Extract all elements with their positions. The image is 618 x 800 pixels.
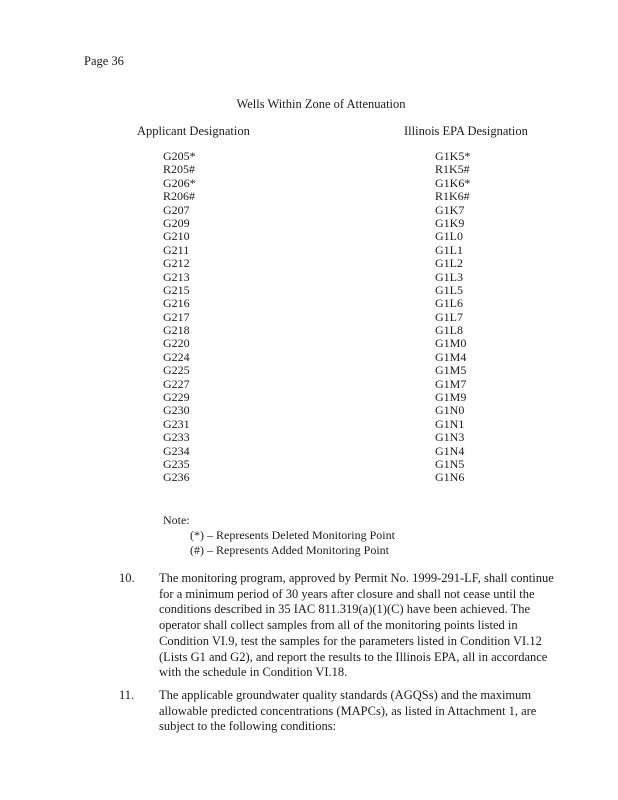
epa-designation-cell: G1L7	[435, 309, 463, 324]
table-row	[0, 190, 618, 203]
applicant-designation-cell: G213	[163, 269, 190, 284]
epa-designation-cell: G1M5	[435, 363, 467, 378]
paragraph-text: The applicable groundwater quality standards (AGQSs) and the maximum allowable predicted concentrations (MAPCs), as listed in Attachment 1, are subject to the following conditions:	[159, 688, 537, 734]
applicant-designation-cell: G229	[163, 390, 190, 405]
epa-designation-cell: G1N1	[435, 416, 465, 431]
epa-designation-cell: G1N3	[435, 430, 465, 445]
applicant-designation-cell: R205#	[163, 162, 196, 177]
epa-designation-cell: G1L2	[435, 256, 463, 271]
table-row	[0, 337, 618, 350]
epa-designation-cell: G1N0	[435, 403, 465, 418]
applicant-designation-cell: G215	[163, 282, 190, 297]
note-item-deleted: (*) – Represents Deleted Monitoring Point	[190, 528, 395, 542]
epa-designation-cell: G1K7	[435, 202, 465, 217]
table-row	[0, 311, 618, 324]
epa-designation-cell: G1N5	[435, 456, 465, 471]
column-header-epa: Illinois EPA Designation	[404, 124, 528, 138]
table-row	[0, 230, 618, 243]
epa-designation-cell: G1L3	[435, 269, 463, 284]
table-row	[0, 364, 618, 377]
table-row	[0, 257, 618, 270]
epa-designation-cell: G1M0	[435, 336, 467, 351]
epa-designation-cell: G1N6	[435, 470, 465, 485]
applicant-designation-cell: G211	[163, 242, 190, 257]
table-row	[0, 431, 618, 444]
table-row	[0, 351, 618, 364]
applicant-designation-cell: G225	[163, 363, 190, 378]
epa-designation-cell: G1N4	[435, 443, 465, 458]
table-row	[0, 471, 618, 484]
table-row	[0, 244, 618, 257]
applicant-designation-cell: G220	[163, 336, 190, 351]
table-row	[0, 150, 618, 163]
paragraph-number: 11.	[119, 688, 135, 702]
applicant-designation-cell: G233	[163, 430, 190, 445]
epa-designation-cell: G1L1	[435, 242, 463, 257]
page-number: Page 36	[84, 54, 124, 68]
note-block	[163, 513, 395, 558]
table-row	[0, 378, 618, 391]
applicant-designation-cell: G224	[163, 349, 190, 364]
applicant-designation-cell: G218	[163, 323, 190, 338]
epa-designation-cell: G1K5*	[435, 149, 471, 163]
applicant-designation-cell: R206#	[163, 189, 196, 204]
applicant-designation-cell: G206*	[163, 175, 196, 190]
section-title: Wells Within Zone of Attenuation	[236, 97, 406, 111]
applicant-designation-cell: G210	[163, 229, 190, 244]
epa-designation-cell: G1K6*	[435, 175, 471, 190]
epa-designation-cell: G1L8	[435, 323, 463, 338]
epa-designation-cell: R1K6#	[435, 189, 470, 204]
table-row	[0, 324, 618, 337]
applicant-designation-cell: G236	[163, 470, 190, 485]
epa-designation-cell: R1K5#	[435, 162, 470, 177]
epa-designation-cell: G1K9	[435, 215, 465, 230]
table-row	[0, 445, 618, 458]
paragraph-text: The monitoring program, approved by Permit No. 1999-291-LF, shall continue for a minimum period of 30 years after closure and shall not cease until the conditions described in 35 IAC 811.319(a)(1)(C) have been achieved. The operator shall collect samples from all of the monitoring points listed in Condition VI.9, test the samples for the parameters listed in Condition VI.12 (Lists G1 and G2), and report the results to the Illinois EPA, all in accordance with the schedule in Condition VI.18.	[159, 571, 554, 680]
table-row	[0, 458, 618, 471]
applicant-designation-cell: G227	[163, 376, 190, 391]
applicant-designation-cell: G209	[163, 215, 190, 230]
applicant-designation-cell: G212	[163, 256, 190, 271]
applicant-designation-cell: G231	[163, 416, 190, 431]
table-row	[0, 163, 618, 176]
applicant-designation-cell: G205*	[163, 149, 196, 163]
paragraph-number: 10.	[119, 571, 135, 585]
table-row	[0, 284, 618, 297]
applicant-designation-cell: G207	[163, 202, 190, 217]
applicant-designation-cell: G217	[163, 309, 190, 324]
epa-designation-cell: G1L5	[435, 282, 463, 297]
applicant-designation-cell: G216	[163, 296, 190, 311]
wells-table	[0, 150, 618, 485]
table-row	[0, 217, 618, 230]
epa-designation-cell: G1M9	[435, 390, 467, 405]
epa-designation-cell: G1L6	[435, 296, 463, 311]
table-row	[0, 404, 618, 417]
table-row	[0, 177, 618, 190]
table-row	[0, 204, 618, 217]
table-row	[0, 297, 618, 310]
applicant-designation-cell: G234	[163, 443, 190, 458]
table-row	[0, 271, 618, 284]
note-label: Note:	[163, 513, 190, 527]
applicant-designation-cell: G230	[163, 403, 190, 418]
column-header-applicant: Applicant Designation	[137, 124, 250, 138]
applicant-designation-cell: G235	[163, 456, 190, 471]
table-row	[0, 391, 618, 404]
table-row	[0, 418, 618, 431]
epa-designation-cell: G1M7	[435, 376, 467, 391]
epa-designation-cell: G1M4	[435, 349, 467, 364]
note-item-added: (#) – Represents Added Monitoring Point	[190, 543, 389, 557]
epa-designation-cell: G1L0	[435, 229, 463, 244]
